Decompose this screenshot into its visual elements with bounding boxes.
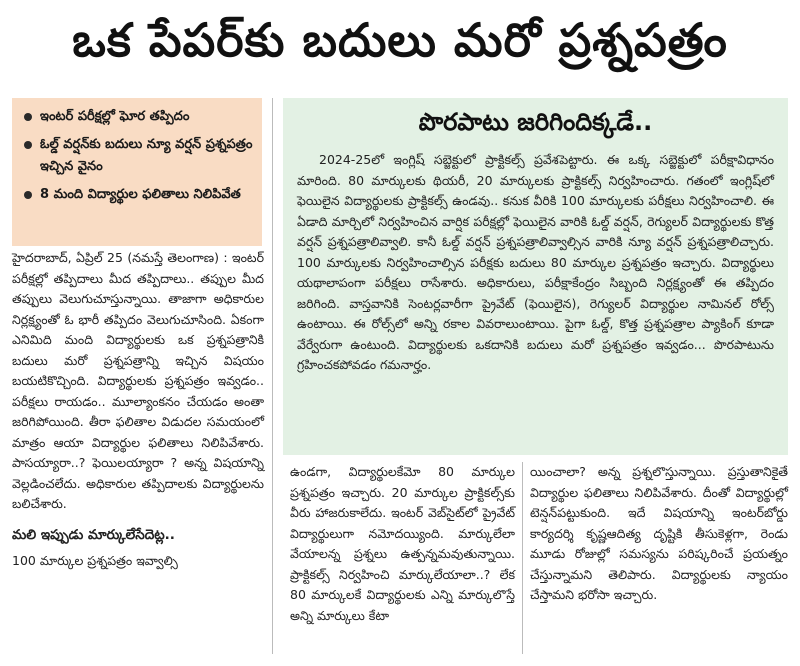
bullet-text: ఓల్డ్ వర్షన్‌కు బదులు న్యూ వర్షన్ ప్రశ్నపత్రం ఇచ్చిన వైనం <box>40 137 253 174</box>
bullet-text: 8 మంది విద్యార్థుల ఫలితాలు నిలిపివేత <box>40 187 241 202</box>
bullet-dot-icon <box>24 113 32 121</box>
bullet-item <box>20 106 254 128</box>
subheading: మలి ఇప్పుడు మార్కులేసేదెట్ల.. <box>12 526 175 543</box>
bullet-item <box>20 134 254 178</box>
bullet-dot-icon <box>24 191 32 199</box>
left-column <box>12 248 264 572</box>
middle-column: ఉండగా, విద్యార్థులకేమో 80 మార్కుల ప్రశ్నపత్రం ఇచ్చారు. 20 మార్కుల ప్రాక్టికల్స్‌కు వీరు హాజరుకాలేదు. ఇంటర్ వెబ్‌సైట్‌లో ప్రైవేట్ విద్యార్థులుగా నమోదయ్యింది. మార్కులేలా వేయాలన్న ప్రశ్నలు ఉత్పన్నమవుతున్నాయి. ప్రాక్టికల్స్ నిర్వహించి మార్కులేయాలా..? లేక 80 మార్కులకే విద్యార్థులకు ఎన్ని మార్కులొస్తే అన్ని మార్కులు కేటా <box>290 464 515 623</box>
right-column: యించాలా? అన్న ప్రశ్నలొస్తున్నాయి. ప్రస్తుతానికైతే విద్యార్థుల ఫలితాలు నిలిపివేశారు. దీంతో విద్యార్థుల్లో టెన్షన్‌పట్టుకుంది. ఇదే విషయాన్ని ఇంటర్‌బోర్డు కార్యదర్శి కృష్ణఆదిత్య దృష్టికి తీసుకెళ్లగా, రెండు మూడు రోజుల్లో సమస్యను పరిష్కరించే ప్రయత్నం చేస్తున్నామని తెలిపారు. విద్యార్థులకు న్యాయం చేస్తామని భరోసా ఇచ్చారు. <box>530 464 788 602</box>
highlight-body: 2024-25లో ఇంగ్లిష్ సబ్జెక్టులో ప్రాక్టికల్స్ ప్రవేశపెట్టారు. ఈ ఒక్క సబ్జెక్టులో పరీక్షావిధానం మారింది. 80 మార్కులకు థియరీ, 20 మార్కులకు ప్రాక్టికల్స్ నిర్వహించారు. గతంలో ఇంగ్లిష్‌లో ఫెయిలైన విద్యార్థులకు ప్రాక్టికల్స్ ఉండవు.. కనుక వీరికి 100 మార్కులకు పరీక్షలు నిర్వహించాలి. ఈ ఏడాది మార్చిలో నిర్వహించిన వార్షిక పరీక్షల్లో ఫెయిలైన వారికి ఓల్డ్ వర్షన్, రెగ్యులర్ విద్యార్థులకు కొత్త వర్షన్ ప్రశ్నపత్రాలివ్వాలి. కానీ ఓల్డ్ వర్షన్ ప్రశ్నపత్రాలివ్వాల్సిన వారికి న్యూ వర్షన్ ప్రశ్నపత్రాలిచ్చారు. 100 మార్కులకు నిర్వహించాల్సిన పరీక్షకు బదులు 80 మార్కుల ప్రశ్నపత్రం ఇచ్చారు. విద్యార్థులు యథాలాపంగా పరీక్షలు రాసేశారు. అధికారులు, పరీక్షాకేంద్రం సిబ్బంది నిర్లక్ష్యంతో ఈ తప్పిదం జరిగింది. వాస్తవానికి సెంటర్లవారీగా ప్రైవేట్ (ఫెయిలైన), రెగ్యులర్ విద్యార్థుల నామినల్ రోల్స్ ఉంటాయి. ఈ రోల్స్‌లో అన్ని రకాల వివరాలుంటాయి. పైగా ఓల్డ్, కొత్త ప్రశ్నపత్రాల ప్యాకింగ్ కూడా వేర్వేరుగా ఉంటుంది. విద్యార్థులకు ఒకదానికి బదులు మరో ప్రశ్నపత్రం ఇవ్వడం... పొరపాటును గ్రహించకపోవడం గమనార్హం. <box>297 152 774 372</box>
lead-paragraph: హైదరాబాద్, ఏప్రిల్ 25 (నమస్తే తెలంగాణ) : ఇంటర్ పరీక్షల్లో తప్పిదాలు మీద తప్పిదాలు.. తప్పుల మీద తప్పులు వెలుగుచూస్తున్నాయి. తాజాగా అధికారుల నిర్లక్ష్యంతో ఓ భారీ తప్పిదం వెలుగుచూసింది. ఏకంగా ఎనిమిది మంది విద్యార్థులకు ఒక ప్రశ్నపత్రానికి బదులు మరో ప్రశ్నపత్రాన్ని ఇచ్చిన విషయం బయటికొచ్చింది. విద్యార్థులకు ప్రశ్నపత్రం ఇవ్వడం.. పరీక్షలు రాయడం.. మూల్యాంకనం చేయడం అంతా జరిగిపోయింది. తీరా ఫలితాల విడుదల సమయంలో మాత్రం ఆయా విద్యార్థుల ఫలితాలు నిలిపివేశారు. పాస‌య్యారా..? ఫెయిలయ్యారా ? అన్న విషయాన్ని వెల్లడించలేదు. అధికారుల తప్పిదాలకు విద్యార్థులను బలిచేశారు. <box>12 250 264 511</box>
highlight-box <box>283 98 788 455</box>
highlight-title: పొరపాటు జరిగిందిక్కడే.. <box>418 108 653 136</box>
continued-text: 100 మార్కుల ప్రశ్నపత్రం ఇవ్వాల్సి <box>12 553 178 568</box>
column-divider <box>272 98 273 654</box>
bullet-item <box>20 184 254 206</box>
column-divider <box>522 462 523 654</box>
summary-bullets <box>12 98 262 246</box>
headline: ఒక పేపర్‌కు బదులు మరో ప్రశ్నపత్రం <box>72 13 728 67</box>
bullet-dot-icon <box>24 141 32 149</box>
bullet-text: ఇంటర్ పరీక్షల్లో ఘోర తప్పిదం <box>40 109 190 124</box>
